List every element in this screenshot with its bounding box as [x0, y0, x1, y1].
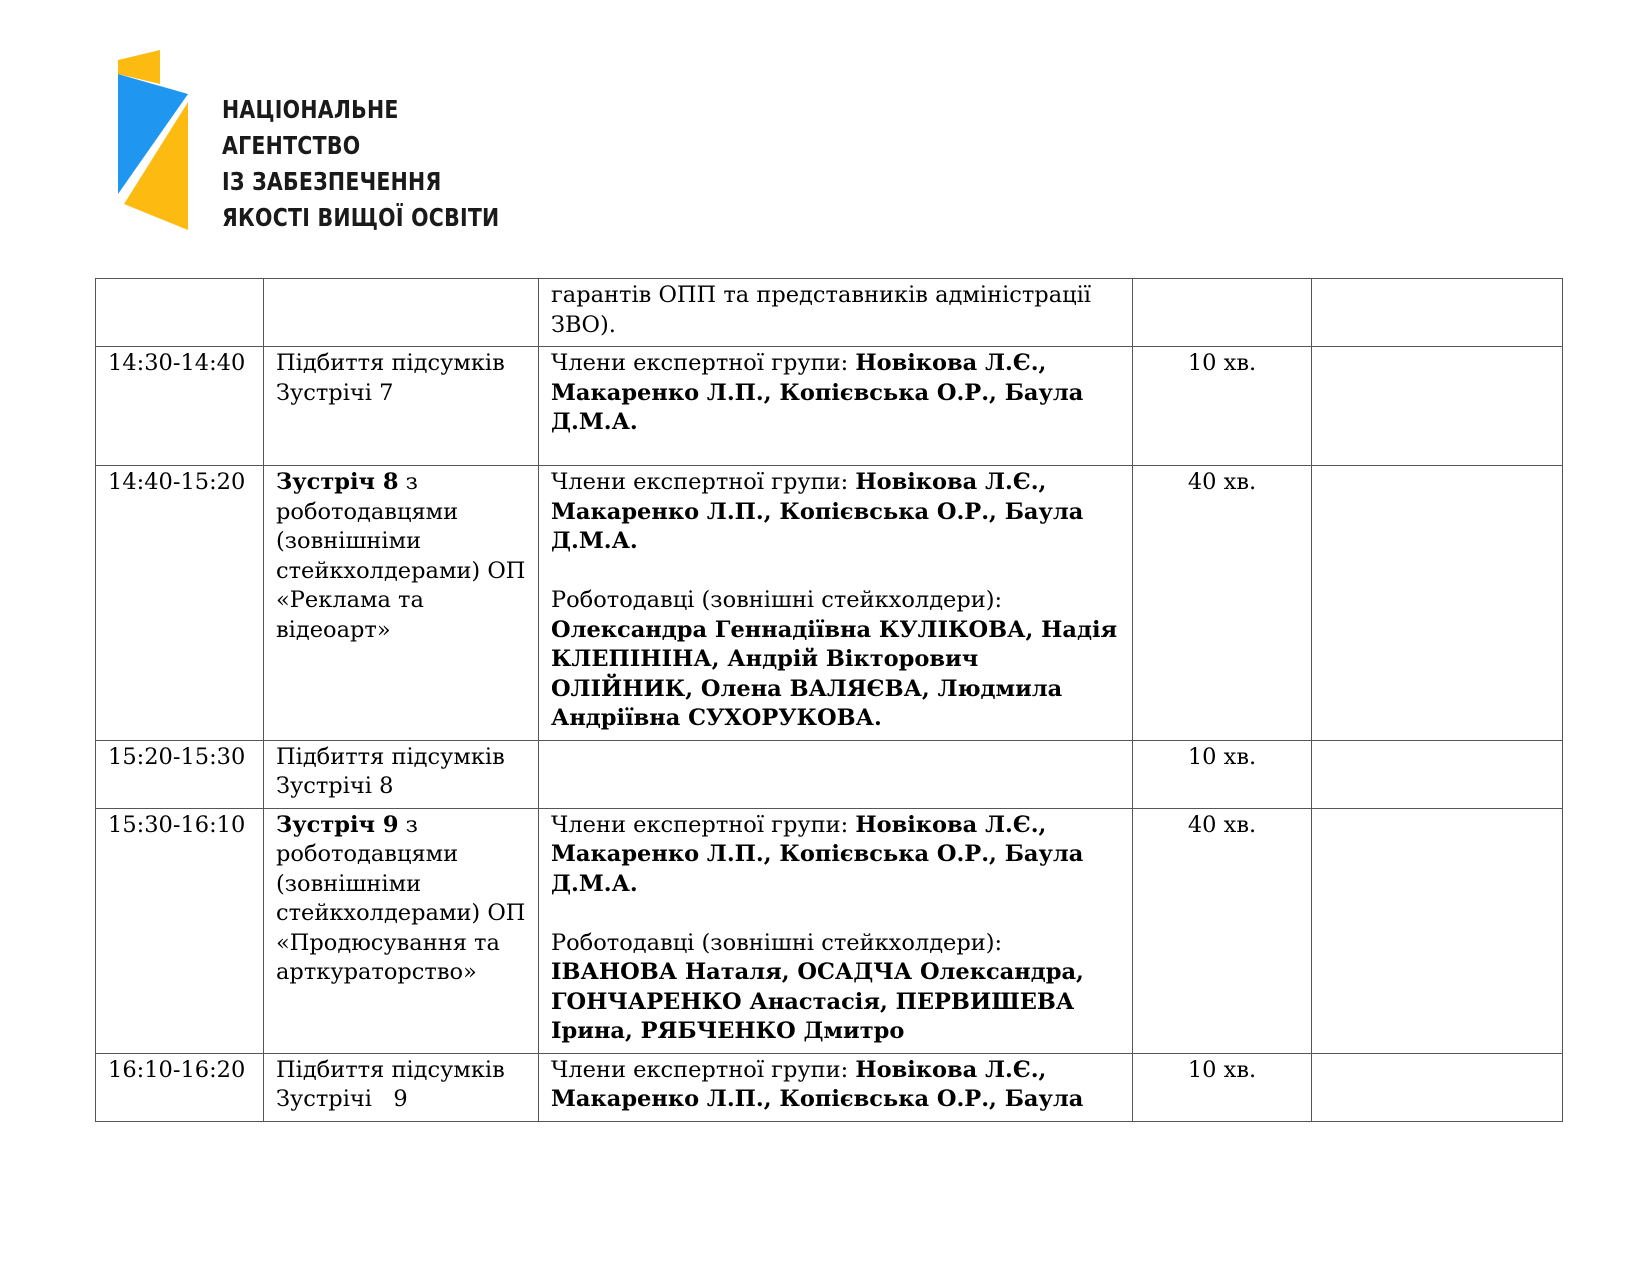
table-row: [96, 466, 1563, 741]
logo-line-4: ЯКОСТІ ВИЩОЇ ОСВІТИ: [222, 203, 500, 232]
table-row: [96, 347, 1563, 466]
experts-names: Новікова Л.Є., Макаренко Л.П., Копієвська О.Р., Баула Д.М.А.: [551, 350, 1084, 435]
participants-cell: [539, 1053, 1133, 1121]
event-cell: [264, 279, 539, 347]
event-cell: Підбиття підсумків Зустрічі 9: [264, 1053, 539, 1121]
event-cell: [264, 466, 539, 741]
duration-cell: 40 хв.: [1133, 466, 1312, 741]
experts-names: Новікова Л.Є., Макаренко Л.П., Копієвська О.Р., Баула Д.М.А.: [551, 811, 1084, 897]
participants-cell: [539, 347, 1133, 466]
meeting-title: Зустріч 8: [276, 469, 399, 495]
duration-cell: 10 хв.: [1133, 347, 1312, 466]
spacer: [551, 899, 1120, 929]
agency-logo: [118, 50, 500, 232]
notes-cell: [1312, 279, 1563, 347]
time-cell: 16:10-16:20: [96, 1053, 264, 1121]
notes-cell: [1312, 808, 1563, 1053]
time-cell: [96, 279, 264, 347]
spacer: [551, 557, 1120, 587]
table-row: [96, 1053, 1563, 1121]
logo-line-1: НАЦІОНАЛЬНЕ: [222, 95, 399, 124]
logo-text: [222, 92, 499, 236]
employers-names: Олександра Геннадіївна КУЛІКОВА, Надія КЛЕПІНІНА, Андрій Вікторович ОЛІЙНИК, Олена ВАЛЯЄВА, Людмила Андріївна СУХОРУКОВА.: [551, 616, 1118, 731]
table-row: [96, 279, 1563, 347]
table-row: [96, 808, 1563, 1053]
experts-label: Члени експертної групи:: [551, 1056, 856, 1083]
logo-line-3: ІЗ ЗАБЕЗПЕЧЕННЯ: [222, 167, 442, 196]
notes-cell: [1312, 466, 1563, 741]
duration-cell: 10 хв.: [1133, 1053, 1312, 1121]
employers-label: Роботодавці (зовнішні стейкхолдери):: [551, 587, 1003, 613]
experts-label: Члени експертної групи:: [551, 350, 856, 376]
notes-cell: [1312, 347, 1563, 466]
participants-continuation: гарантів ОПП та представників адміністрації ЗВО).: [551, 282, 1091, 338]
schedule-table: [95, 278, 1563, 1122]
experts-label: Члени експертної групи:: [551, 811, 856, 838]
experts-names: Новікова Л.Є., Макаренко Л.П., Копієвська О.Р., Баула Д.М.А.: [551, 469, 1084, 554]
meeting-description: з роботодавцями (зовнішніми стейкхолдерами) ОП «Реклама та відеоарт»: [276, 469, 526, 643]
time-cell: 15:20-15:30: [96, 740, 264, 808]
employers-names: ІВАНОВА Наталя, ОСАДЧА Олександра, ГОНЧАРЕНКО Анастасія, ПЕРВИШЕВА Ірина, РЯБЧЕНКО Дмитро: [551, 959, 1084, 1044]
time-cell: 14:40-15:20: [96, 466, 264, 741]
participants-cell: [539, 808, 1133, 1053]
event-cell: Підбиття підсумків Зустрічі 7: [264, 347, 539, 466]
duration-cell: 10 хв.: [1133, 740, 1312, 808]
duration-cell: 40 хв.: [1133, 808, 1312, 1053]
meeting-description: з роботодавцями (зовнішніми стейкхолдерами) ОП «Продюсування та арткураторство»: [276, 811, 526, 985]
logo-line-2: АГЕНТСТВО: [222, 131, 361, 160]
table-row: [96, 740, 1563, 808]
meeting-title: Зустріч 9: [276, 811, 399, 838]
participants-cell: [539, 279, 1133, 347]
event-cell: Підбиття підсумків Зустрічі 8: [264, 740, 539, 808]
participants-cell: [539, 466, 1133, 741]
time-cell: 14:30-14:40: [96, 347, 264, 466]
notes-cell: [1312, 1053, 1563, 1121]
employers-label: Роботодавці (зовнішні стейкхолдери):: [551, 929, 1003, 956]
event-cell: [264, 808, 539, 1053]
participants-cell: [539, 740, 1133, 808]
experts-label: Члени експертної групи:: [551, 469, 856, 495]
duration-cell: [1133, 279, 1312, 347]
experts-names: Новікова Л.Є., Макаренко Л.П., Копієвська О.Р., Баула: [551, 1056, 1084, 1112]
notes-cell: [1312, 740, 1563, 808]
time-cell: 15:30-16:10: [96, 808, 264, 1053]
logo-mark-icon: [118, 50, 198, 230]
